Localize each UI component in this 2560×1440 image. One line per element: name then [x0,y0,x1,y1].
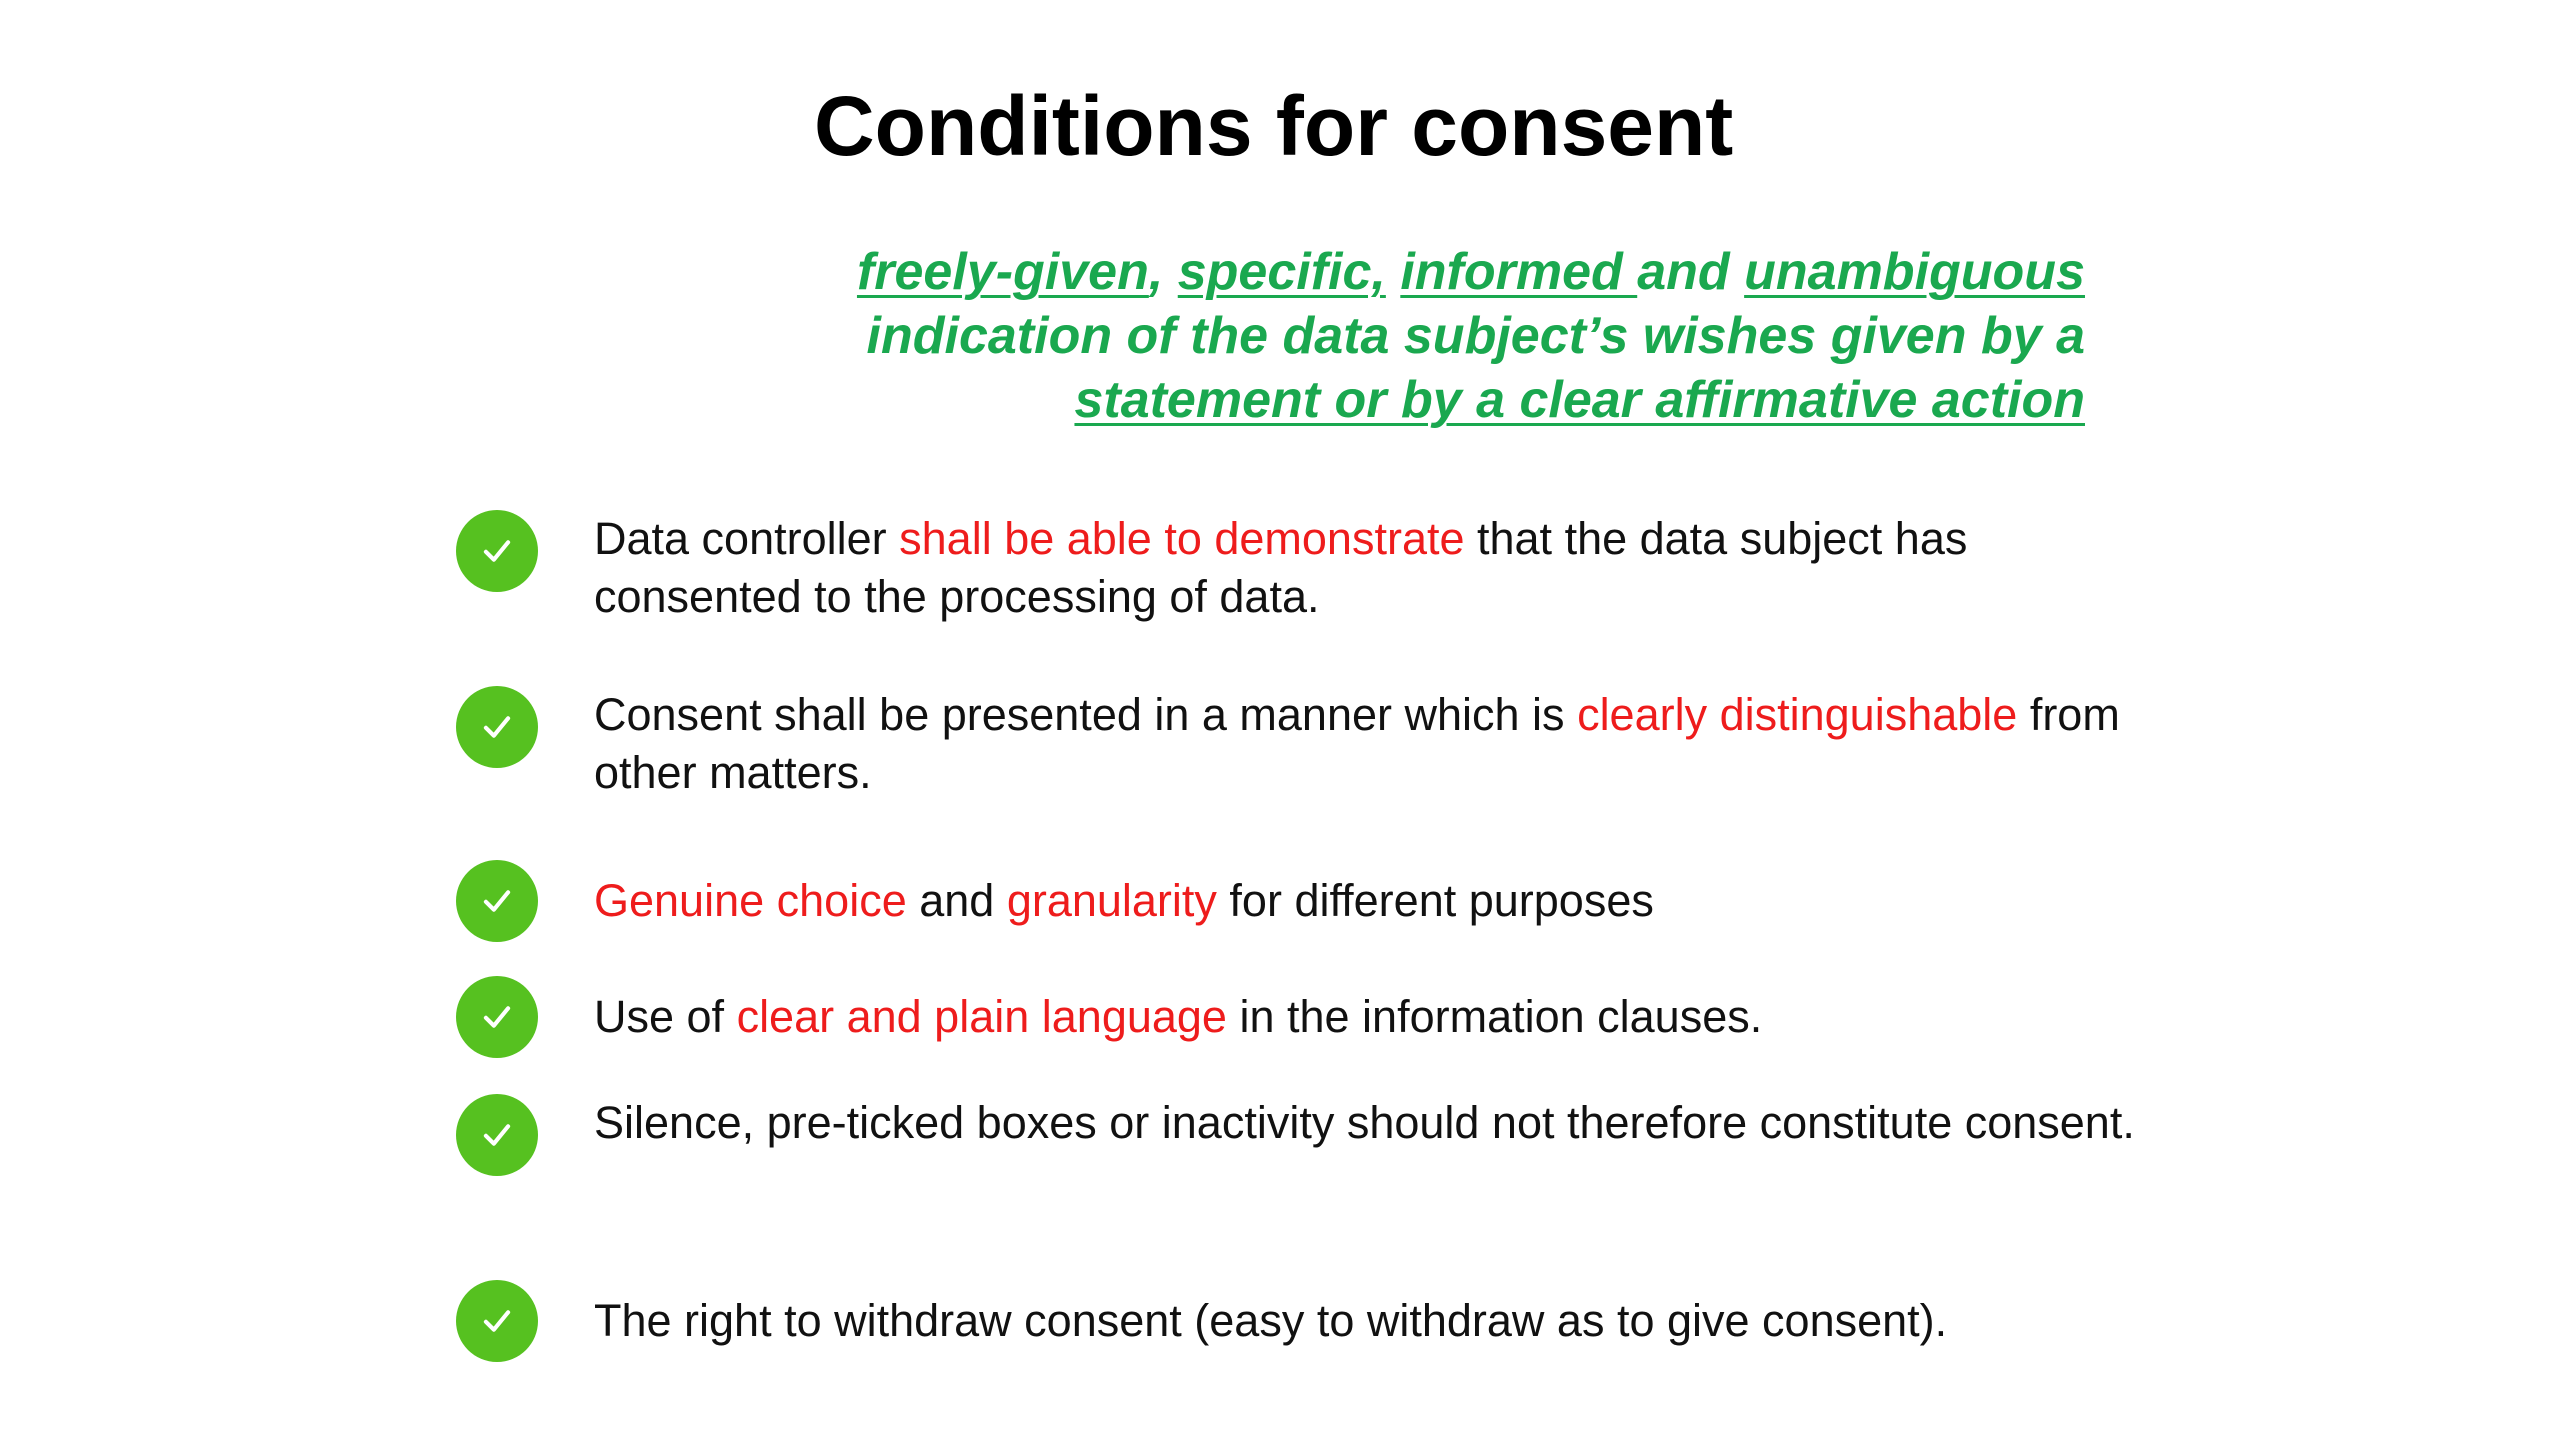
slide-title: Conditions for consent [814,79,1734,173]
check-circle-icon [456,860,538,942]
condition-phrase: Silence, pre-ticked boxes or inactivity should not therefore constitute consent. [594,1097,2135,1148]
condition-item [456,976,2156,1058]
condition-text [594,988,2156,1046]
condition-item [456,860,2156,942]
condition-phrase: and [906,875,1007,926]
condition-phrase: Consent shall be presented in a manner which is [594,689,1578,740]
definition-term: specific, [1177,243,1386,301]
definition-text: , [1148,243,1178,301]
condition-item [456,1280,2156,1362]
condition-phrase: from other matters. [594,689,2120,798]
highlighted-phrase: clearly distinguishable [1577,689,2018,740]
definition-term: statement or by a clear affirmative action [1074,371,2085,429]
highlighted-phrase: shall be able to demonstrate [899,513,1465,564]
highlighted-phrase: granularity [1006,875,1217,926]
check-circle-icon [456,686,538,768]
condition-text [594,1292,2156,1350]
highlighted-phrase: Genuine choice [594,875,907,926]
definition-term: unambiguous [1744,243,2085,301]
condition-phrase: Use of [594,991,737,1042]
condition-item [456,1094,2156,1176]
definition-text: and [1637,243,1745,301]
check-circle-icon [456,510,538,592]
condition-text [594,686,2156,802]
condition-item [456,510,2156,626]
condition-phrase: that the data subject has consented to the processing of data. [594,513,1968,622]
condition-phrase: Data controller [594,513,900,564]
condition-text [594,1094,2156,1152]
check-circle-icon [456,976,538,1058]
condition-text [594,510,2156,626]
condition-phrase: in the information clauses. [1226,991,1763,1042]
condition-phrase: The right to withdraw consent (easy to withdraw as to give consent). [594,1295,1948,1346]
definition-text: indication of the data subject’s wishes given by a [866,307,2085,365]
definition-term: freely-given [856,243,1149,301]
definition-term: informed [1400,243,1638,301]
check-circle-icon [456,1094,538,1176]
condition-phrase: for different purposes [1216,875,1654,926]
condition-item [456,686,2156,802]
check-circle-icon [456,1280,538,1362]
condition-text [594,872,2156,930]
highlighted-phrase: clear and plain language [736,991,1227,1042]
